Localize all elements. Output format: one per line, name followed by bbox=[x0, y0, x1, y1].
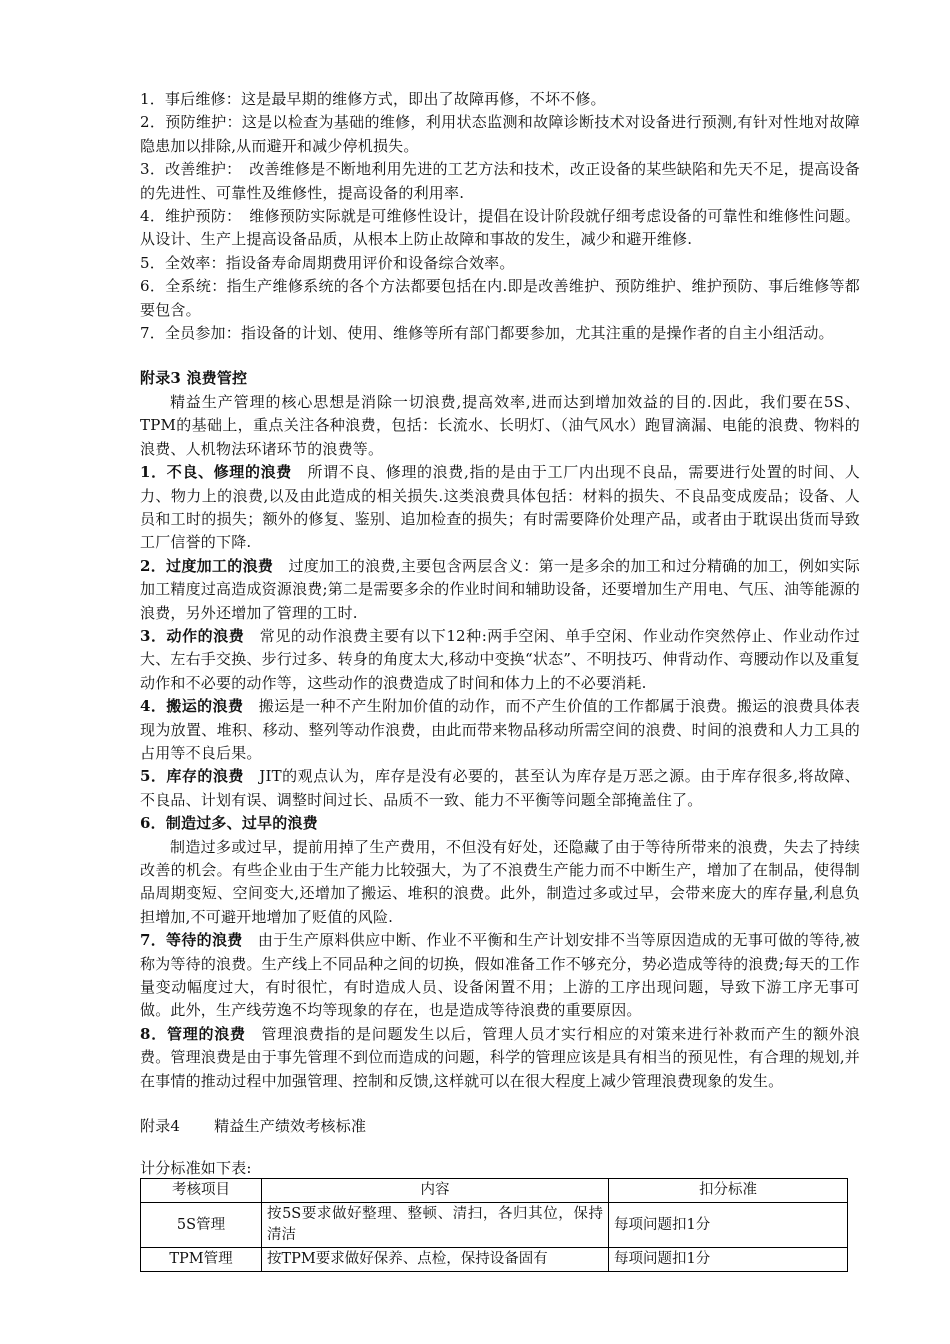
table-cell: 每项问题扣1分 bbox=[609, 1203, 848, 1248]
table-header: 考核项目 bbox=[141, 1179, 262, 1203]
waste-item-head: 2．过度加工的浪费 bbox=[140, 556, 274, 575]
table-cell: 按5S要求做好整理、整顿、清扫，各归其位，保持清洁 bbox=[262, 1203, 609, 1248]
appendix4-label: 附录4 bbox=[140, 1117, 181, 1136]
document-page bbox=[140, 88, 860, 1272]
waste-item-body: 由于生产原料供应中断、作业不平衡和生产计划安排不当等原因造成的无事可做的等待,被称为等待的浪费。生产线上不同品种之间的切换，假如准备工作不够充分，势必造成等待的浪费;每天的工作量变动幅度过大，有时很忙，有时造成人员、设备闲置不用；上游的工序出现问题，导致下游工序无事可做。此外，生产线劳逸不均等现象的存在，也是造成等待浪费的重要原因。 bbox=[140, 931, 860, 1020]
table-cell: TPM管理 bbox=[141, 1248, 262, 1272]
maintenance-list bbox=[140, 88, 860, 345]
waste-item-body: 制造过多或过早，提前用掉了生产费用，不但没有好处，还隐藏了由于等待所带来的浪费，失去了持续改善的机会。有些企业由于生产能力比较强大，为了不浪费生产能力而不中断生产，增加了在制品，使得制品周期变短、空间变大,还增加了搬运、堆积的浪费。此外，制造过多或过早，会带来庞大的库存量,利息负担增加,不可避开地增加了贬值的风险. bbox=[140, 837, 860, 926]
waste-item-head: 4．搬运的浪费 bbox=[140, 697, 244, 716]
table-row bbox=[141, 1203, 848, 1248]
score-table bbox=[140, 1178, 848, 1272]
appendix3-title: 附录3 浪费管控 bbox=[140, 369, 248, 388]
waste-item-body: 所谓不良、修理的浪费,指的是由于工厂内出现不良品，需要进行处置的时间、人力、物力上的浪费,以及由此造成的相关损失.这类浪费具体包括：材料的损失、不良品变成废品；设备、人员和工时的损失；额外的修复、鉴别、追加检查的损失；有时需要降价处理产品，或者由于耽误出货而导致工厂信誉的下降. bbox=[140, 463, 860, 552]
waste-item bbox=[140, 929, 860, 1023]
list-item: 2．预防维护：这是以检查为基础的维修，利用状态监测和故障诊断技术对设备进行预测,有针对性地对故障隐患加以排除,从而避开和减少停机损失。 bbox=[140, 113, 860, 155]
waste-item-head: 8．管理的浪费 bbox=[140, 1024, 246, 1043]
waste-item bbox=[140, 765, 860, 812]
waste-item-head: 6．制造过多、过早的浪费 bbox=[140, 814, 318, 833]
table-header-row bbox=[141, 1179, 848, 1203]
waste-item bbox=[140, 695, 860, 765]
appendix4-heading: 精益生产绩效考核标准 bbox=[214, 1117, 367, 1136]
waste-item bbox=[140, 1023, 860, 1093]
table-cell: 每项问题扣1分 bbox=[609, 1248, 848, 1272]
list-item: 3．改善维护： 改善维修是不断地利用先进的工艺方法和技术，改正设备的某些缺陷和先天不足，提高设备的先进性、可靠性及维修性，提高设备的利用率. bbox=[140, 160, 860, 202]
waste-item-head: 7．等待的浪费 bbox=[140, 931, 243, 950]
waste-item-head: 1．不良、修理的浪费 bbox=[140, 463, 292, 482]
waste-item-body: 管理浪费指的是问题发生以后，管理人员才实行相应的对策来进行补救而产生的额外浪费。管理浪费是由于事先管理不到位而造成的问题，科学的管理应该是具有相当的预见性，有合理的规划,并在事情的推动过程中加强管理、控制和反馈,这样就可以在很大程度上减少管理浪费现象的发生。 bbox=[140, 1024, 860, 1090]
list-item: 7．全员参加：指设备的计划、使用、维修等所有部门都要参加，尤其注重的是操作者的自主小组活动。 bbox=[140, 324, 834, 343]
table-cell: 5S管理 bbox=[141, 1203, 262, 1248]
list-item: 1．事后维修：这是最早期的维修方式，即出了故障再修，不坏不修。 bbox=[140, 90, 606, 108]
table-caption: 计分标准如下表: bbox=[140, 1159, 252, 1178]
list-item: 6．全系统：指生产维修系统的各个方法都要包括在内.即是改善维护、预防维护、维护预防、事后维修等都要包含。 bbox=[140, 277, 860, 319]
table-cell: 按TPM要求做好保养、点检，保持设备固有 bbox=[262, 1248, 609, 1272]
list-item: 5．全效率：指设备寿命周期费用评价和设备综合效率。 bbox=[140, 253, 515, 272]
waste-item-body: 常见的动作浪费主要有以下12种:两手空闲、单手空闲、作业动作突然停止、作业动作过大、左右手交换、步行过多、转身的角度太大,移动中变换“状态”、不明技巧、伸背动作、弯腰动作以及重复动作和不必要的动作等，这些动作的浪费造成了时间和体力上的不必要消耗. bbox=[140, 626, 860, 692]
appendix4-title bbox=[140, 1115, 860, 1138]
waste-item-body: JIT的观点认为，库存是没有必要的，甚至认为库存是万恶之源。由于库存很多,将故障、不良品、计划有误、调整时间过长、品质不一致、能力不平衡等问题全部掩盖住了。 bbox=[140, 767, 860, 809]
waste-item bbox=[140, 461, 860, 555]
waste-item bbox=[140, 555, 860, 625]
waste-item-head: 3．动作的浪费 bbox=[140, 626, 245, 645]
waste-item-body: 搬运是一种不产生附加价值的动作，而不产生价值的工作都属于浪费。搬运的浪费具体表现为放置、堆积、移动、整列等动作浪费，由此而带来物品移动所需空间的浪费、时间的浪费和人力工具的占用等不良后果。 bbox=[140, 697, 860, 762]
waste-item-body: 过度加工的浪费,主要包含两层含义：第一是多余的加工和过分精确的加工，例如实际加工精度过高造成资源浪费;第二是需要多余的作业时间和辅助设备，还要增加生产用电、气压、油等能源的浪费，另外还增加了管理的工时. bbox=[140, 556, 860, 622]
waste-item bbox=[140, 625, 860, 695]
table-header: 扣分标准 bbox=[609, 1179, 848, 1203]
table-row bbox=[141, 1248, 848, 1272]
table-header: 内容 bbox=[262, 1179, 609, 1203]
list-item: 4．维护预防： 维修预防实际就是可维修性设计，提倡在设计阶段就仔细考虑设备的可靠性和维修性问题。 从设计、生产上提高设备品质，从根本上防止故障和事故的发生，减少和避开维修. bbox=[140, 207, 860, 249]
appendix3-intro: 精益生产管理的核心思想是消除一切浪费,提高效率,进而达到增加效益的目的.因此，我们要在5S、TPM的基础上，重点关注各种浪费，包括：长流水、长明灯、（油气风水）跑冒滴漏、电能的浪费、物料的浪费、人机物法环诸环节的浪费等。 bbox=[140, 392, 860, 458]
waste-item-head: 5．库存的浪费 bbox=[140, 767, 244, 786]
